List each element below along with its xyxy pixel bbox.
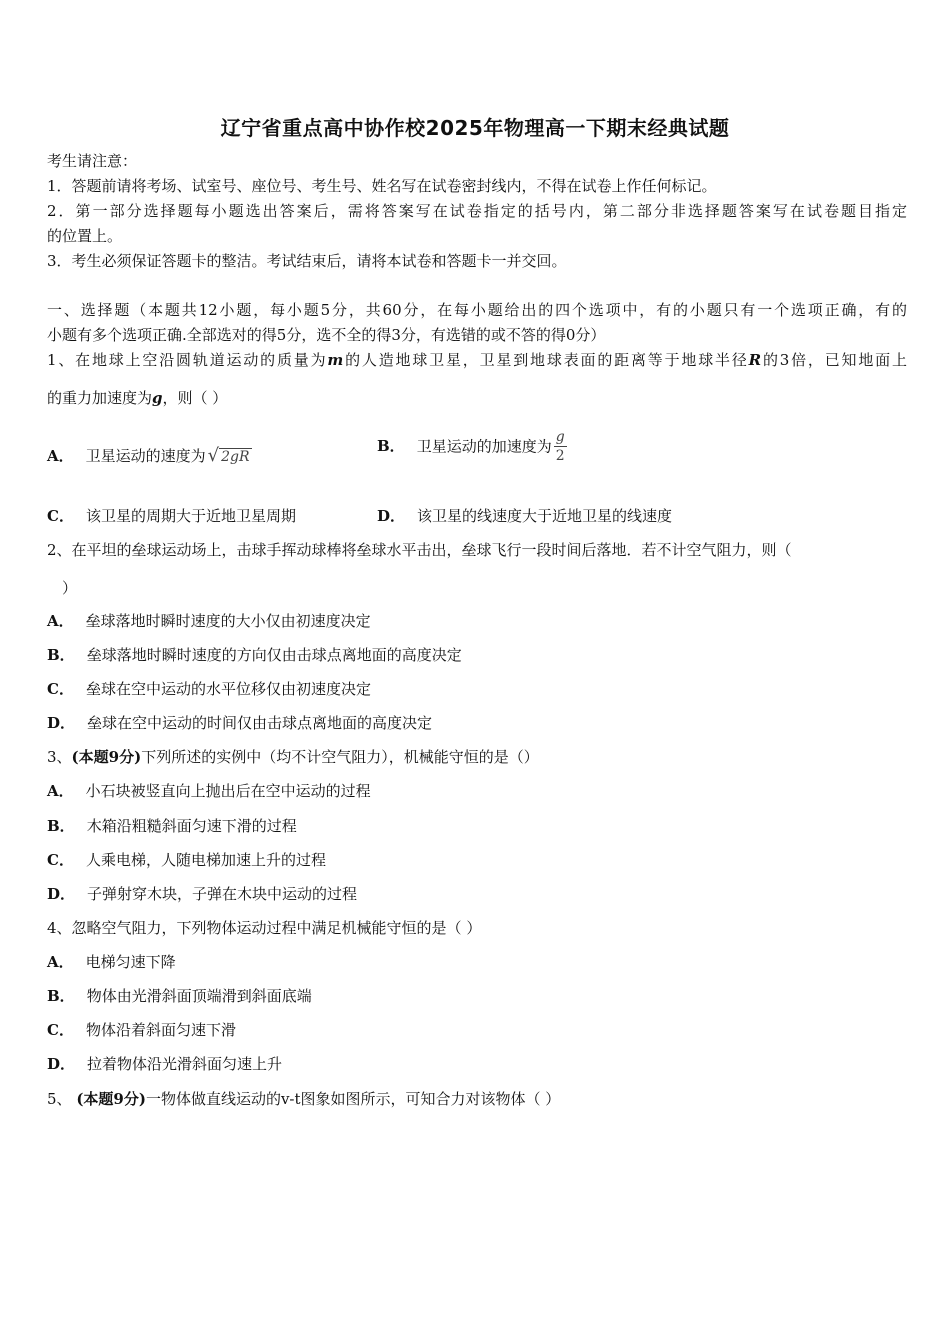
q2-option-a-label: A． — [47, 612, 74, 630]
q4-option-b[interactable] — [47, 986, 312, 1006]
q1-option-a-label: A． — [47, 447, 74, 465]
sqrt-expression: √ 2gR — [207, 445, 250, 466]
notice-item-2-cont: 的位置上。 — [47, 227, 123, 245]
fraction-expression — [554, 428, 567, 465]
q5-stem-text: 一物体做直线运动的v-t图象如图所示，可知合力对该物体（ ） — [145, 1090, 561, 1108]
q1-var-R: R — [748, 351, 762, 369]
q1-var-m: m — [327, 351, 344, 369]
q1-option-a-text: 卫星运动的速度为 — [85, 447, 206, 465]
q3-option-c[interactable] — [47, 850, 326, 870]
q2-option-a[interactable] — [47, 611, 371, 631]
q1-option-d-label: D． — [377, 507, 406, 525]
notice-item-1: 1．答题前请将考场、试室号、座位号、考生号、姓名写在试卷密封线内，不得在试卷上作任何标记。 — [47, 177, 717, 195]
q3-stem — [47, 747, 907, 767]
q2-option-c-text: 垒球在空中运动的水平位移仅由初速度决定 — [85, 680, 371, 698]
q5-number: 5、 — [47, 1090, 77, 1108]
q4-option-c-text: 物体沿着斜面匀速下滑 — [85, 1021, 236, 1039]
q4-option-d-text: 拉着物体沿光滑斜面匀速上升 — [87, 1055, 283, 1073]
q4-option-b-label: B． — [47, 987, 75, 1005]
q3-score-note: (本题9分) — [71, 748, 142, 766]
q2-stem-line-1: 2、在平坦的垒球运动场上，击球手挥动球棒将垒球水平击出，垒球飞行一段时间后落地．若不计空气阻力，则（ — [47, 541, 792, 559]
q4-option-a-text: 电梯匀速下降 — [85, 953, 176, 971]
notice-item-3: 3．考生必须保证答题卡的整洁。考试结束后，请将本试卷和答题卡一并交回。 — [47, 252, 567, 270]
q3-option-d-text: 子弹射穿木块，子弹在木块中运动的过程 — [87, 885, 358, 903]
q1-stem-text-a: 1、在地球上空沿圆轨道运动的质量为 — [47, 351, 328, 369]
q4-option-c-label: C． — [47, 1021, 74, 1039]
q2-option-d-text: 垒球在空中运动的时间仅由击球点离地面的高度决定 — [87, 714, 433, 732]
q2-option-b[interactable] — [47, 645, 462, 665]
q4-option-a[interactable] — [47, 952, 176, 972]
q2-option-c[interactable] — [47, 679, 371, 699]
q1-option-b-label: B． — [377, 436, 405, 455]
q1-option-d[interactable] — [377, 506, 672, 526]
q1-option-c[interactable] — [47, 506, 296, 526]
fraction-denominator: 2 — [555, 448, 565, 464]
q1-stem-line-2 — [47, 388, 907, 408]
q3-option-d-label: D． — [47, 885, 76, 903]
q2-stem-line-2: ） — [62, 579, 78, 597]
fraction-numerator: g — [555, 429, 565, 445]
q2-option-c-label: C． — [47, 680, 74, 698]
q3-option-a-label: A． — [47, 782, 74, 800]
q1-stem-text-d: 的重力加速度为 — [47, 389, 153, 407]
q4-stem: 4、忽略空气阻力，下列物体运动过程中满足机械能守恒的是（ ） — [47, 919, 482, 937]
section-heading-line-2: 小题有多个选项正确.全部选对的得5分，选不全的得3分，有选错的或不答的得0分） — [47, 326, 606, 344]
sqrt-argument: 2gR — [221, 449, 250, 465]
section-heading-line-1: 一、选择题（本题共12小题，每小题5分，共60分，在每小题给出的四个选项中，有的小题只有一个选项正确，有的 — [47, 301, 907, 319]
q3-option-c-text: 人乘电梯，人随电梯加速上升的过程 — [85, 851, 326, 869]
q1-stem-text-b: 的人造地球卫星，卫星到地球表面的距离等于地球半径 — [343, 351, 749, 369]
q1-option-d-text: 该卫星的线速度大于近地卫星的线速度 — [417, 507, 673, 525]
q2-option-b-label: B． — [47, 646, 75, 664]
q4-option-a-label: A． — [47, 953, 74, 971]
q3-stem-text: 下列所述的实例中（均不计空气阻力），机械能守恒的是（） — [141, 748, 539, 766]
q2-option-a-text: 垒球落地时瞬时速度的大小仅由初速度决定 — [85, 612, 371, 630]
q2-option-d-label: D． — [47, 714, 76, 732]
notice-heading: 考生请注意： — [47, 152, 138, 170]
q4-option-d[interactable] — [47, 1054, 282, 1074]
q3-option-c-label: C． — [47, 851, 74, 869]
q3-option-b-label: B． — [47, 817, 75, 835]
q1-option-b[interactable] — [377, 428, 567, 465]
q1-stem-line-1 — [47, 350, 907, 370]
q2-option-d[interactable] — [47, 713, 432, 733]
q3-option-a[interactable] — [47, 781, 371, 801]
q2-option-b-text: 垒球落地时瞬时速度的方向仅由击球点离地面的高度决定 — [86, 646, 462, 664]
q5-stem — [47, 1089, 907, 1109]
q1-option-c-label: C． — [47, 507, 74, 525]
q4-option-d-label: D． — [47, 1055, 76, 1073]
q3-number: 3、 — [47, 748, 72, 766]
q1-option-a[interactable] — [47, 446, 252, 467]
q1-stem-text-c: 的3倍，已知地面上 — [761, 351, 908, 369]
notice-item-2: 2．第一部分选择题每小题选出答案后，需将答案写在试卷指定的括号内，第二部分非选择题答案写在试卷题目指定 — [47, 202, 907, 220]
q1-var-g: g — [152, 389, 163, 407]
q3-option-d[interactable] — [47, 884, 357, 904]
q3-option-b-text: 木箱沿粗糙斜面匀速下滑的过程 — [86, 817, 297, 835]
q3-option-a-text: 小石块被竖直向上抛出后在空中运动的过程 — [85, 782, 371, 800]
page-title: 辽宁省重点高中协作校2025年物理高一下期末经典试题 — [220, 116, 730, 140]
q4-option-c[interactable] — [47, 1020, 236, 1040]
q1-stem-text-e: ，则（ ） — [162, 389, 228, 407]
q1-option-c-text: 该卫星的周期大于近地卫星周期 — [85, 507, 296, 525]
q1-option-b-text: 卫星运动的加速度为 — [416, 437, 552, 456]
q4-option-b-text: 物体由光滑斜面顶端滑到斜面底端 — [86, 987, 312, 1005]
q5-score-note: (本题9分) — [76, 1090, 146, 1108]
q3-option-b[interactable] — [47, 816, 297, 836]
